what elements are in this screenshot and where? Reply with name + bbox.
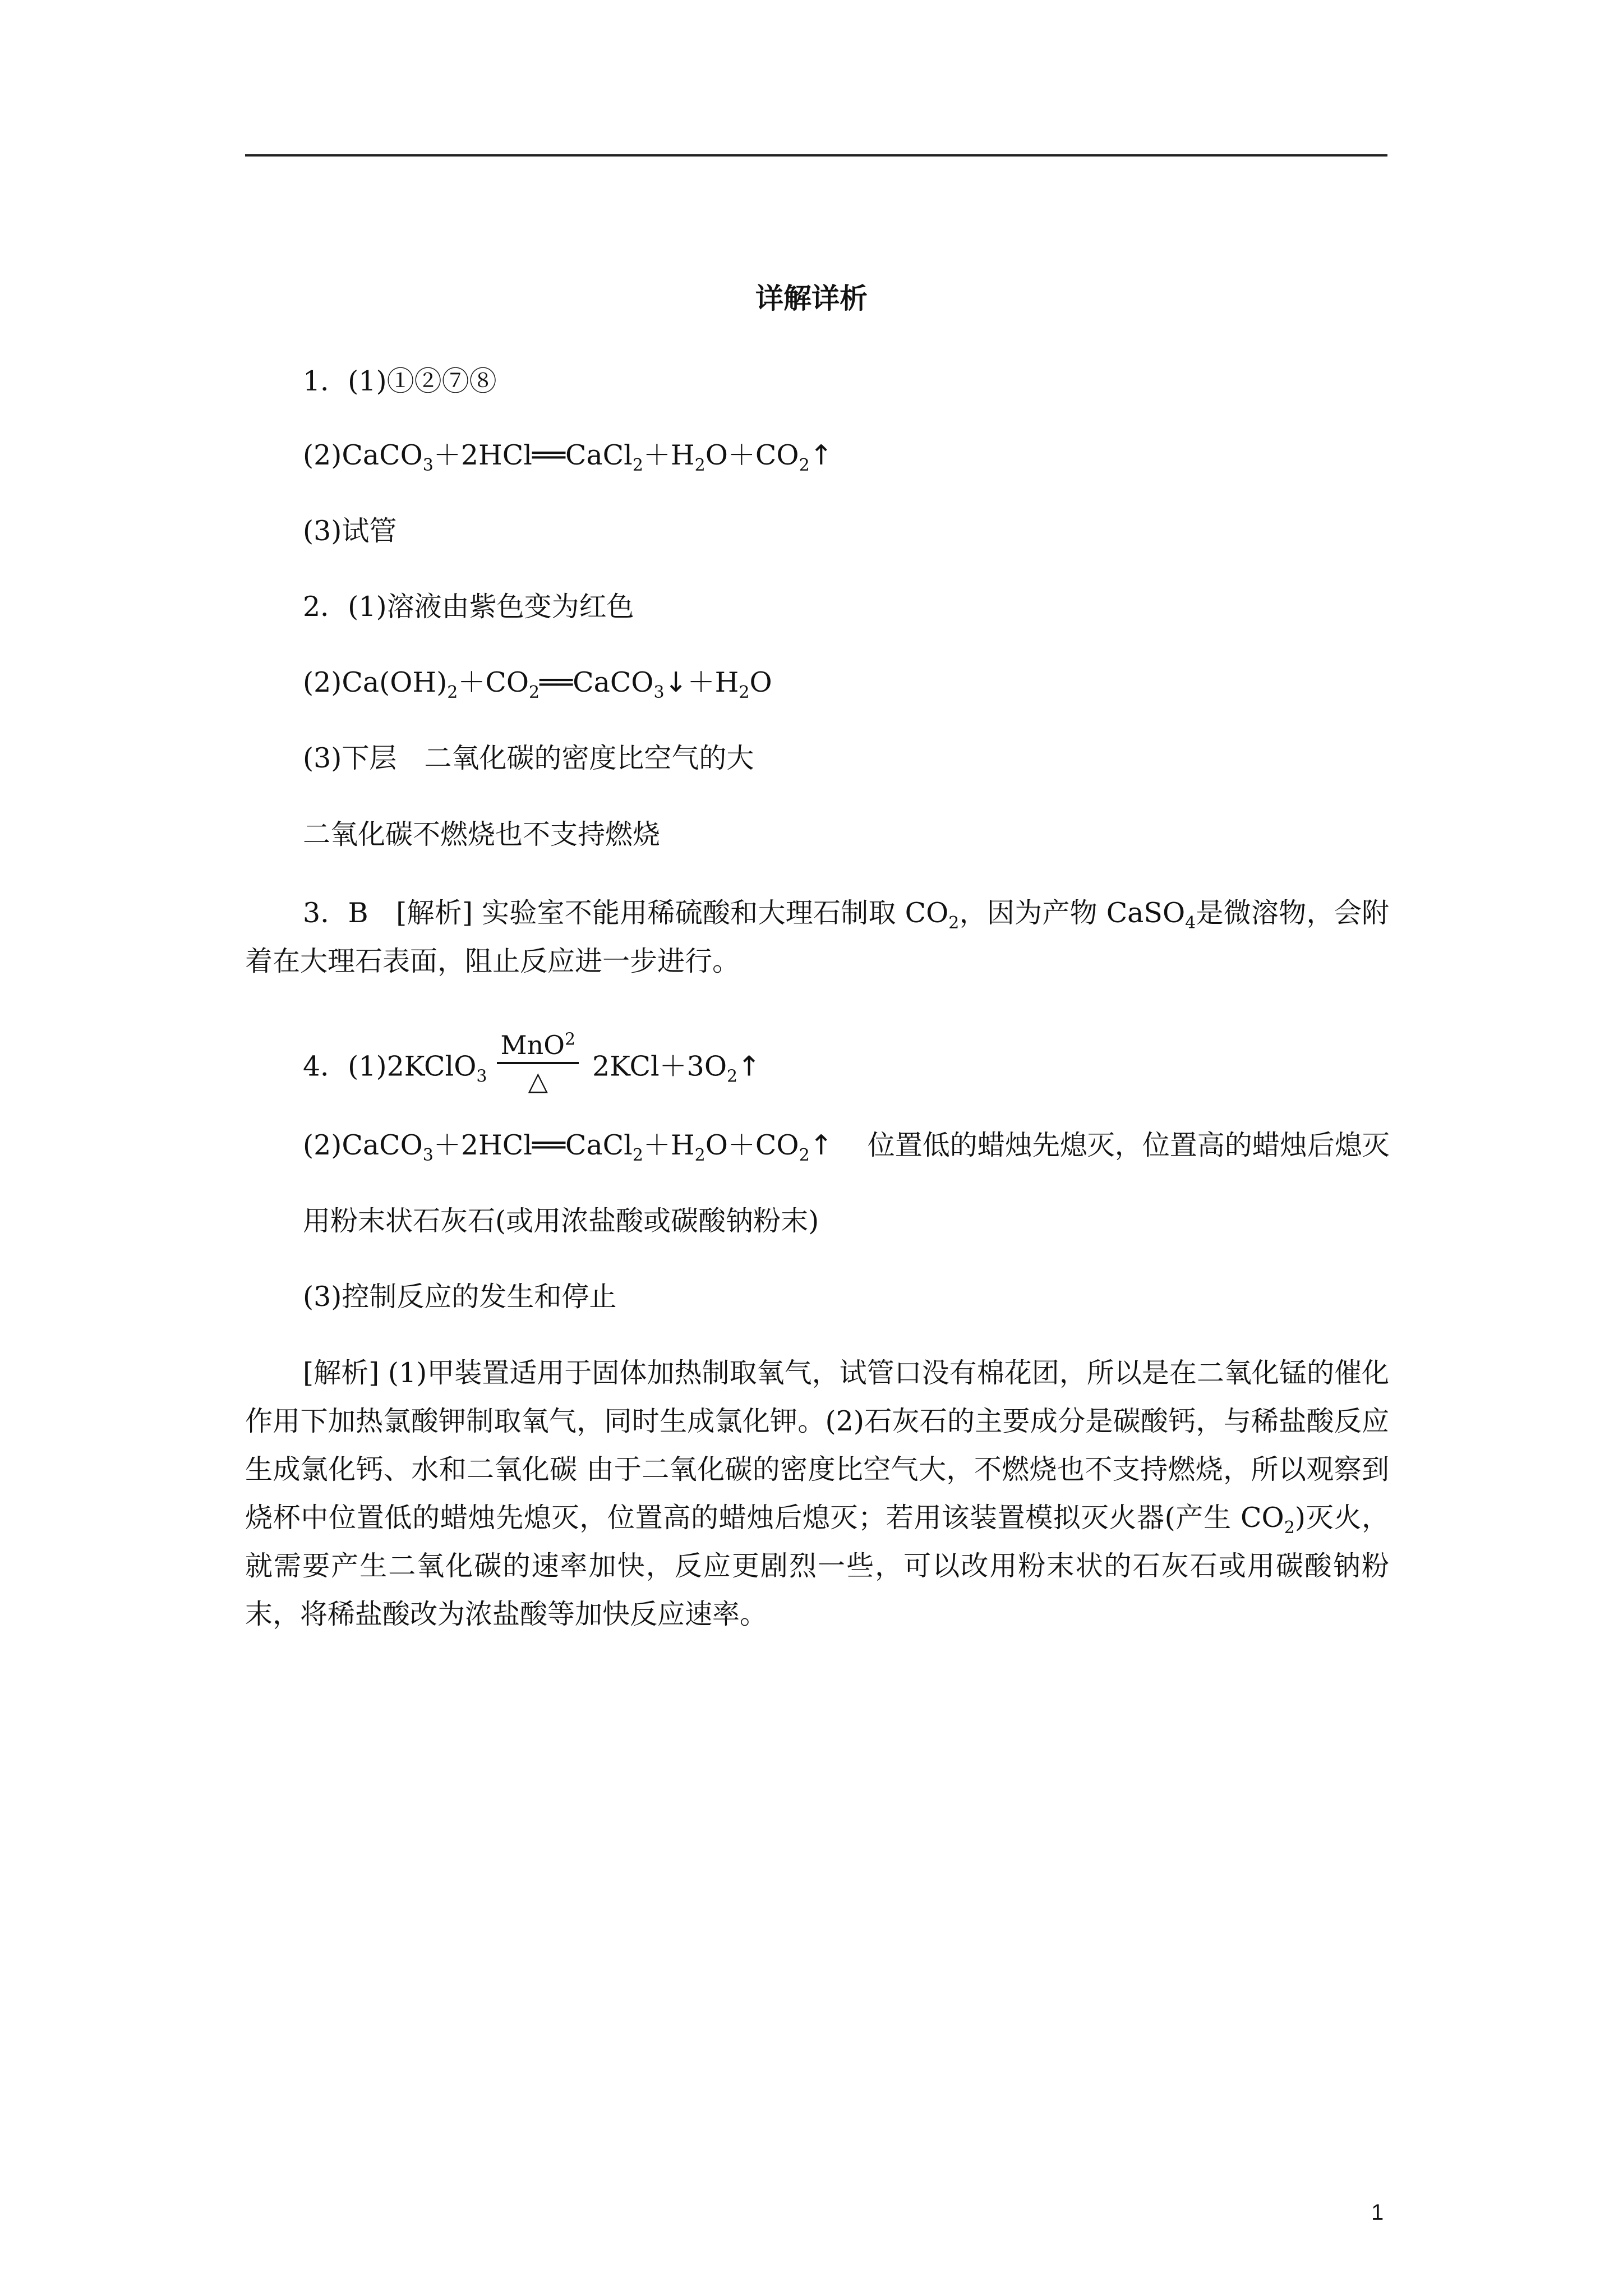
page-number: 1 [1371,2200,1384,2225]
answer-4-1: 4．(1)2KClO$_3$ $\frac{MnO^2}{\triangle}$ $2KCl+3O_2↑$ [303,1035,760,1102]
gas-arrow-icon: ↑ [809,439,833,471]
answer-2-3-continued: 二氧化碳不燃烧也不支持燃烧 [303,818,661,850]
gas-arrow-icon: ↑ [737,1050,761,1083]
answer-1-2: $(2)CaCO_3+2HCl══CaCl_2+H_2O+CO_2↑$ [303,439,833,475]
header-rule [245,154,1387,157]
page-title: 详解详析 [755,282,868,315]
precipitate-arrow-icon: ↓ [664,666,688,698]
answer-4-3: (3)控制反应的发生和停止 [303,1281,617,1313]
analysis-paragraph: [解析] (1)甲装置适用于固体加热制取氧气，试管口没有棉花团，所以是在二氧化锰的催化作用下加热氯酸钾制取氧气，同时生成氯化钾。(2)石灰石的主要成分是碳酸钙，与稀盐酸反应生成氯化钙、水和二氧化碳 由于二氧化碳的密度比空气大，不燃烧也不支持燃烧，所以观察到烧杯中位置低的蜡烛先熄灭，位置高的蜡烛后熄灭；若用该装置模拟灭火器(产生 $CO_2$)灭火，就需要产生二氧化碳的速率加快，反应更剧烈一些，可以改用粉末状的石灰石或用碳酸钠粉末，将稀盐酸改为浓盐酸等加快反应速率。 [245,1357,1390,1630]
answer-3: 3．B [解析] 实验室不能用稀硫酸和大理石制取 $CO_2$，因为产物 CaSO$_4$是微溶物，会附着在大理石表面，阻止反应进一步进行。 [245,897,1389,977]
answer-1-3: (3)试管 [303,515,397,547]
answer-4-2: $(2)CaCO_3+2HCl══CaCl_2+H_2O+CO_2↑$ 位置低的蜡烛先熄灭，位置高的蜡烛后熄灭 [303,1129,1390,1165]
gas-arrow-icon: ↑ [809,1129,833,1161]
answer-2-3: (3)下层 二氧化碳的密度比空气的大 [303,742,754,774]
answer-1-1: 1．(1)①②⑦⑧ [303,365,497,397]
answer-4-2-continued: 用粉末状石灰石(或用浓盐酸或碳酸钠粉末) [303,1205,819,1237]
answer-2-1: 2．(1)溶液由紫色变为红色 [303,591,634,623]
heat-triangle-icon: △ [528,1066,548,1096]
reaction-condition: $\frac{MnO^2}{\triangle}$ [497,1030,579,1098]
answer-2-2: $(2)Ca(OH)_2+CO_2══CaCO_3↓+H_2O$ [303,666,772,702]
